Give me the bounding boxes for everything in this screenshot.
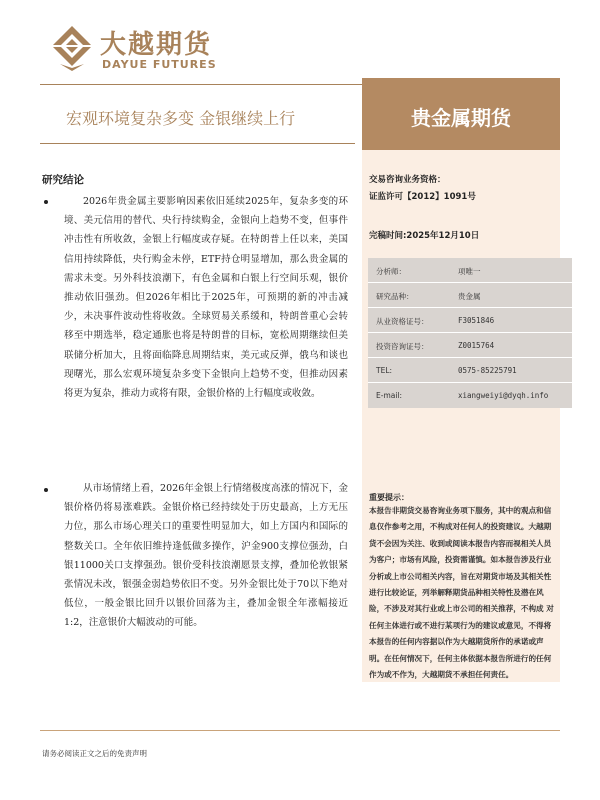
info-key: 投资咨询证号： (376, 342, 429, 351)
info-row (368, 308, 572, 333)
footer-divider (40, 730, 560, 731)
conclusion-paragraph-2: 从市场情绪上看，2026年金银上行情绪极度高涨的情况下，金银价格仍将易涨难跌。金银价格已经持续处于历史最高，上方无压力位，那么市场心理关口的重要性明显加大，如上方国内和国际的整数关口。全年依旧维持逢低做多操作，沪金900支撑位强劲，白银11000关口支撑强劲。银价受科技浪潮愿景支撑，叠加伦敦银紧张情况未改，银强金弱趋势依旧不变。另外金银比处于70以下绝对低位，一般金银比回升以银价回落为主，叠加金银全年涨幅接近1:2，注意银价大幅波动的可能。 (64, 483, 348, 629)
analyst-info-table (368, 258, 572, 408)
logo-emblem-icon (50, 24, 94, 72)
footer-disclaimer: 请务必阅读正文之后的免责声明 (42, 749, 147, 758)
report-title: 宏观环境复杂多变 金银继续上行 (66, 109, 296, 128)
info-row (368, 383, 572, 408)
info-row (368, 333, 572, 358)
company-logo (50, 24, 230, 78)
info-value: F3051846 (458, 316, 495, 325)
notice-text: 本报告非期货交易咨询业务项下服务，其中的观点和信息仅作参考之用，不构成对任何人的投资建议。大越期货不会因为关注、收到或阅读本报告内容而视相关人员为客户；市场有风险，投资需谨慎。如本报告涉及行业分析或上市公司相关内容，旨在对期货市场及其相关性进行比较论证，列举解释期货品种相关特性及潜在风险，不涉及对其行业或上市公司的相关推荐，不构成 对任何主体进行或不进行某项行为的建议或意见，不得将本报告的任何内容据以作为大越期货所作的承诺或声明。在任何情况下，任何主体依据本报告所进行的任何作为或不作为，大越期货不承担任何责任。 (369, 506, 554, 680)
email-link[interactable]: xiangweiyi@dyqh.info (458, 391, 549, 400)
license-number: 证监许可【2012】1091号 (369, 192, 476, 202)
category-label: 贵金属期货 (411, 106, 511, 130)
info-value: 0575-85225791 (458, 366, 517, 375)
logo-chinese-name: 大越期货 (100, 30, 213, 60)
logo-english-name: DAYUE FUTURES (102, 58, 217, 71)
category-banner (362, 78, 560, 150)
title-divider (40, 143, 355, 144)
conclusion-paragraph-1: 2026年贵金属主要影响因素依旧延续2025年，复杂多变的环境、美元信用的替代、央行持续购金，金银向上趋势不变，但事件冲击性有所收敛，金银上行幅度或存疑。在特朗普上任以来，美国信用持续降低，央行购金未停，ETF持仓明显增加，那么贵金属的需求未变。另外科技浪潮下，有色金属和白银上行空间乐观，银价推动依旧强劲。但2026年相比于2025年，可预期的新的冲击减少，未决事件波动性将收敛。全球贸易关系缓和，特朗普重心会转移至中期选举，稳定通胀也将是特朗普的目标，宽松周期继续但美联储分析加大，且将面临降息周期结束，美元或反弹，俄乌和谈也现曙光，那么宏观环境复杂多变下金银向上趋势不变，但推动因素将更为复杂，推动力或将有限，金银价格的上行幅度或收敛。 (64, 196, 348, 400)
info-key: 分析师： (376, 267, 406, 276)
info-value: Z0015764 (458, 341, 495, 350)
bullet-icon (44, 488, 48, 492)
info-key: TEL: (376, 366, 393, 375)
info-row (368, 258, 572, 283)
info-key: E-mail: (376, 391, 403, 400)
qualification-label: 交易咨询业务资格： (369, 175, 446, 185)
info-value: 贵金属 (458, 292, 481, 301)
info-key: 研究品种： (376, 292, 414, 301)
bullet-icon (44, 200, 48, 204)
info-value: 项唯一 (458, 267, 481, 276)
completion-date: 完稿时间:2025年12月10日 (369, 231, 480, 241)
section-title: 研究结论 (42, 174, 84, 186)
info-row (368, 283, 572, 308)
info-key: 从业资格证号： (376, 317, 429, 326)
info-row (368, 358, 572, 383)
notice-title: 重要提示： (369, 493, 409, 502)
